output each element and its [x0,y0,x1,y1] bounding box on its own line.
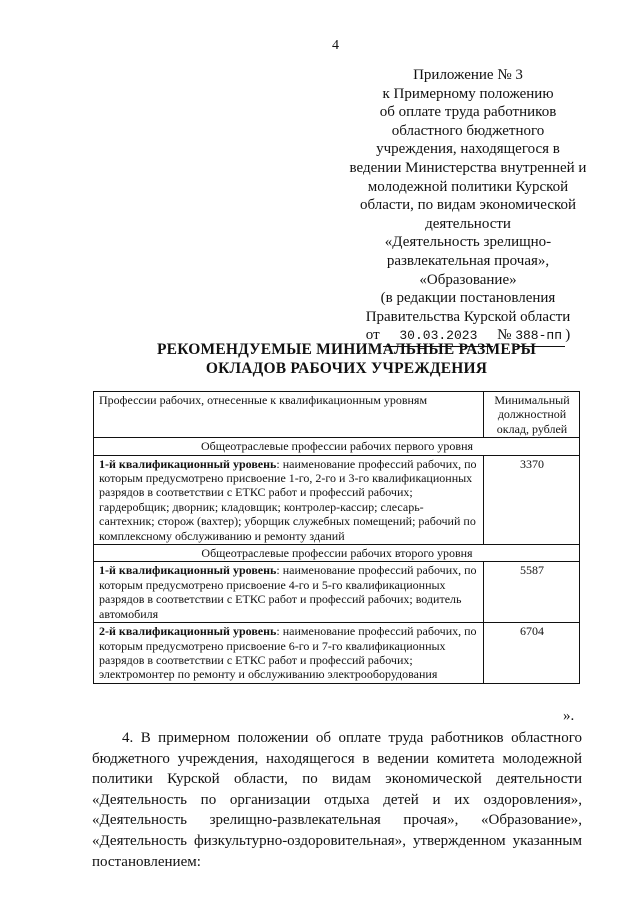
header-salary: Минимальный должностной оклад, рублей [484,392,580,438]
profession-cell [94,562,484,623]
level-label: 1-й квалификационный уровень [99,456,277,471]
number-value: 388-пп [515,328,563,344]
appendix-line: деятельности [425,215,511,232]
appendix-line: «Деятельность зрелищно- [384,234,552,251]
appendix-line: «Образование» [419,271,517,288]
group-title: Общеотраслевые профессии рабочих первого уровня [94,438,580,455]
level-label: 1-й квалификационный уровень [99,563,277,578]
heading-line: РЕКОМЕНДУЕМЫЕ МИНИМАЛЬНЫЕ РАЗМЕРЫ [156,341,536,358]
appendix-line: ведении Министерства внутренней и [349,159,587,176]
appendix-header [338,66,598,347]
appendix-line: молодежной политики Курской [367,178,569,195]
group-title: Общеотраслевые профессии рабочих второго уровня [94,545,580,562]
table-row [94,455,580,544]
appendix-line: развлекательная прочая», [386,252,550,269]
level-description: : наименование профессий рабочих, по которым предусмотрено присвоение 6-го и 7-го квалификационных разрядов в соответствии с ЕТКС работ и профессий рабочих; электромонтер по ремонту и обслуживанию электрооборудования [99,624,477,682]
profession-cell [94,455,484,544]
header-profession: Профессии рабочих, отнесенные к квалификационным уровням [94,392,484,438]
heading-line: ОКЛАДОВ РАБОЧИХ УЧРЕЖДЕНИЯ [205,360,488,377]
salary-cell: 5587 [484,562,580,623]
close-paren: ) [565,327,571,344]
appendix-line: к Примерному положению [382,85,554,102]
document-heading [80,340,613,378]
page-number: 4 [332,38,339,53]
level-description: : наименование профессий рабочих, по которым предусмотрено присвоение 1-го, 2-го и 3-го квалификационных разрядов в соответствии с ЕТКС работ и профессий рабочих; гардеробщик; дворник; кладовщик; контролер-кассир; слесарь-сантехник; сторож (вахтер); уборщик служебных помещений; рабочий по комплексному обслуживанию и ремонту зданий [99,456,477,543]
closing-quote: ». [563,708,575,724]
number-label: № [497,327,512,344]
date-field: 30.03.2023 [383,327,493,347]
appendix-line: Приложение № 3 [413,67,523,83]
body-paragraph: 4. В примерном положении об оплате труда работников областного бюджетного учреждения, находящегося в ведении комитета молодежной политики Курской области, по видам экономической деятельности «Деятельность по организации отдыха детей и их оздоровления», «Деятельность зрелищно-развлекательная прочая», «Образование», «Деятельность физкультурно-оздоровительная», утвержденном указанным постановлением: [92,730,582,870]
salary-table [93,391,580,684]
from-label: от [365,327,380,344]
table-header-row [94,392,580,438]
table-row [94,623,580,684]
group-row [94,545,580,562]
appendix-line: об оплате труда работников [379,104,557,121]
appendix-line: областного бюджетного [391,122,545,139]
group-row [94,438,580,455]
appendix-line: Правительства Курской области [365,308,571,325]
table-row [94,562,580,623]
appendix-line: учреждения, находящегося в [376,141,560,158]
level-label: 2-й квалификационный уровень [99,624,277,639]
appendix-line: (в редакции постановления [380,290,556,307]
appendix-line: области, по видам экономической [359,197,577,214]
salary-cell: 6704 [484,623,580,684]
level-description: : наименование профессий рабочих, по которым предусмотрено присвоение 4-го и 5-го квалификационных разрядов в соответствии с ЕТКС работ и профессий рабочих; водитель автомобиля [99,563,477,621]
salary-cell: 3370 [484,455,580,544]
profession-cell [94,623,484,684]
